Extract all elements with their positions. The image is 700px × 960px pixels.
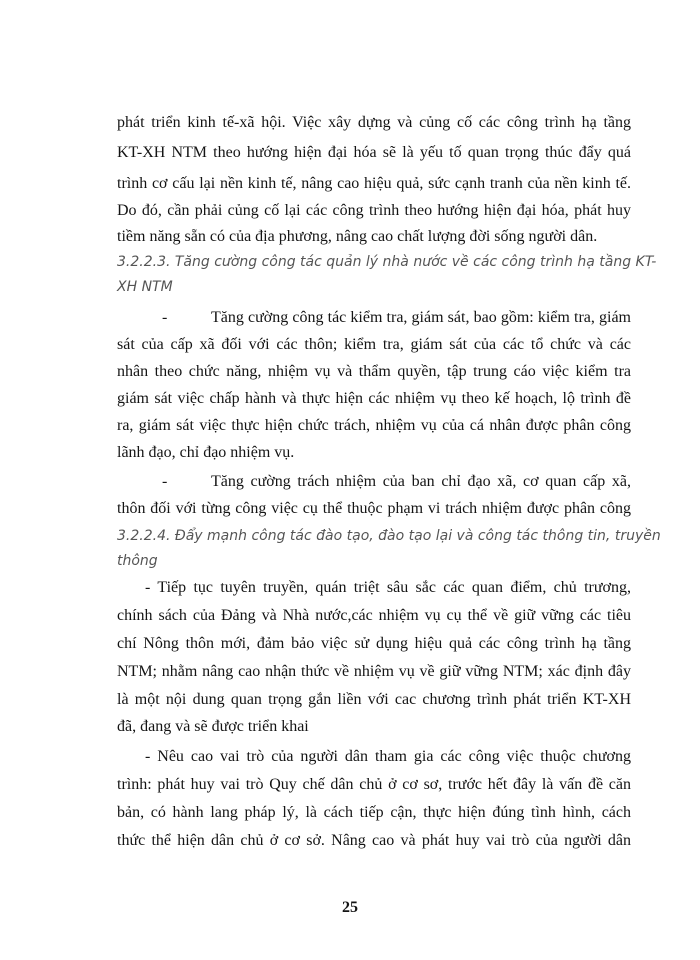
text-line: thức thể hiện dân chủ ở cơ sở. Nâng cao và phát huy vai trò của người dân xyxy=(117,832,631,849)
text-line: Tăng cường trách nhiệm của ban chỉ đạo xã, cơ quan cấp xã, xyxy=(211,473,631,490)
text-line: tiềm năng sẵn có của địa phương, nâng cao chất lượng đời sống người dân. xyxy=(117,228,598,245)
section-heading: XH NTM xyxy=(117,279,173,295)
text-line: bản, có hành lang pháp lý, là cách tiếp cận, thực hiện đúng tình hình, cách xyxy=(117,804,631,821)
text-line: đã, đang và sẽ được triển khai xyxy=(117,718,309,735)
text-line: sát của cấp xã đối với các thôn; kiểm tra, giám sát của các tổ chức và các xyxy=(117,336,631,353)
text-line: chí Nông thôn mới, đảm bảo việc sử dụng hiệu quả các công trình hạ tầng xyxy=(117,635,631,652)
text-line: Tăng cường công tác kiểm tra, giám sát, bao gồm: kiểm tra, giám xyxy=(211,309,631,326)
text-line: Do đó, cần phải củng cố lại các công trình theo hướng hiện đại hóa, phát huy xyxy=(117,202,631,219)
text-line: NTM; nhằm nâng cao nhận thức về nhiệm vụ về giữ vững NTM; xác định đây xyxy=(117,663,631,680)
section-heading: 3.2.2.3. Tăng cường công tác quản lý nhà nước về các công trình hạ tầng KT- xyxy=(117,254,657,270)
text-line: - Nêu cao vai trò của người dân tham gia các công việc thuộc chương xyxy=(145,748,631,765)
bullet-dash: - xyxy=(162,473,168,490)
text-line: phát triển kinh tế-xã hội. Việc xây dựng và củng cố các công trình hạ tầng xyxy=(117,114,631,131)
text-line: ra, giám sát việc thực hiện chức trách, nhiệm vụ của cá nhân được phân công xyxy=(117,417,631,434)
text-line: trình: phát huy vai trò Quy chế dân chủ ở cơ sơ, trước hết đây là vấn đề căn xyxy=(117,776,631,793)
section-heading: 3.2.2.4. Đẩy mạnh công tác đào tạo, đào tạo lại và công tác thông tin, truyền xyxy=(117,528,661,544)
section-heading: thông xyxy=(117,553,158,569)
text-line: trình cơ cấu lại nền kinh tế, nâng cao hiệu quả, sức cạnh tranh của nền kinh tế. xyxy=(117,175,631,192)
text-line: chính sách của Đảng và Nhà nước,các nhiệm vụ cụ thể về giữ vững các tiêu xyxy=(117,607,631,624)
page-number: 25 xyxy=(342,899,358,916)
text-line: lãnh đạo, chỉ đạo nhiệm vụ. xyxy=(117,444,295,461)
text-line: thôn đối với từng công việc cụ thể thuộc phạm vi trách nhiệm được phân công xyxy=(117,500,631,517)
text-line: nhân theo chức năng, nhiệm vụ và thẩm quyền, tập trung cáo việc kiểm tra xyxy=(117,363,631,380)
bullet-dash: - xyxy=(162,309,168,326)
text-line: - Tiếp tục tuyên truyền, quán triệt sâu sắc các quan điểm, chủ trương, xyxy=(145,579,631,596)
text-line: giám sát việc chấp hành và thực hiện các nhiệm vụ theo kế hoạch, lộ trình đề xyxy=(117,390,631,407)
text-line: KT-XH NTM theo hướng hiện đại hóa sẽ là yếu tố quan trọng thúc đẩy quá xyxy=(117,144,631,161)
text-line: là một nội dung quan trọng gắn liền với cac chương trình phát triển KT-XH xyxy=(117,691,631,708)
